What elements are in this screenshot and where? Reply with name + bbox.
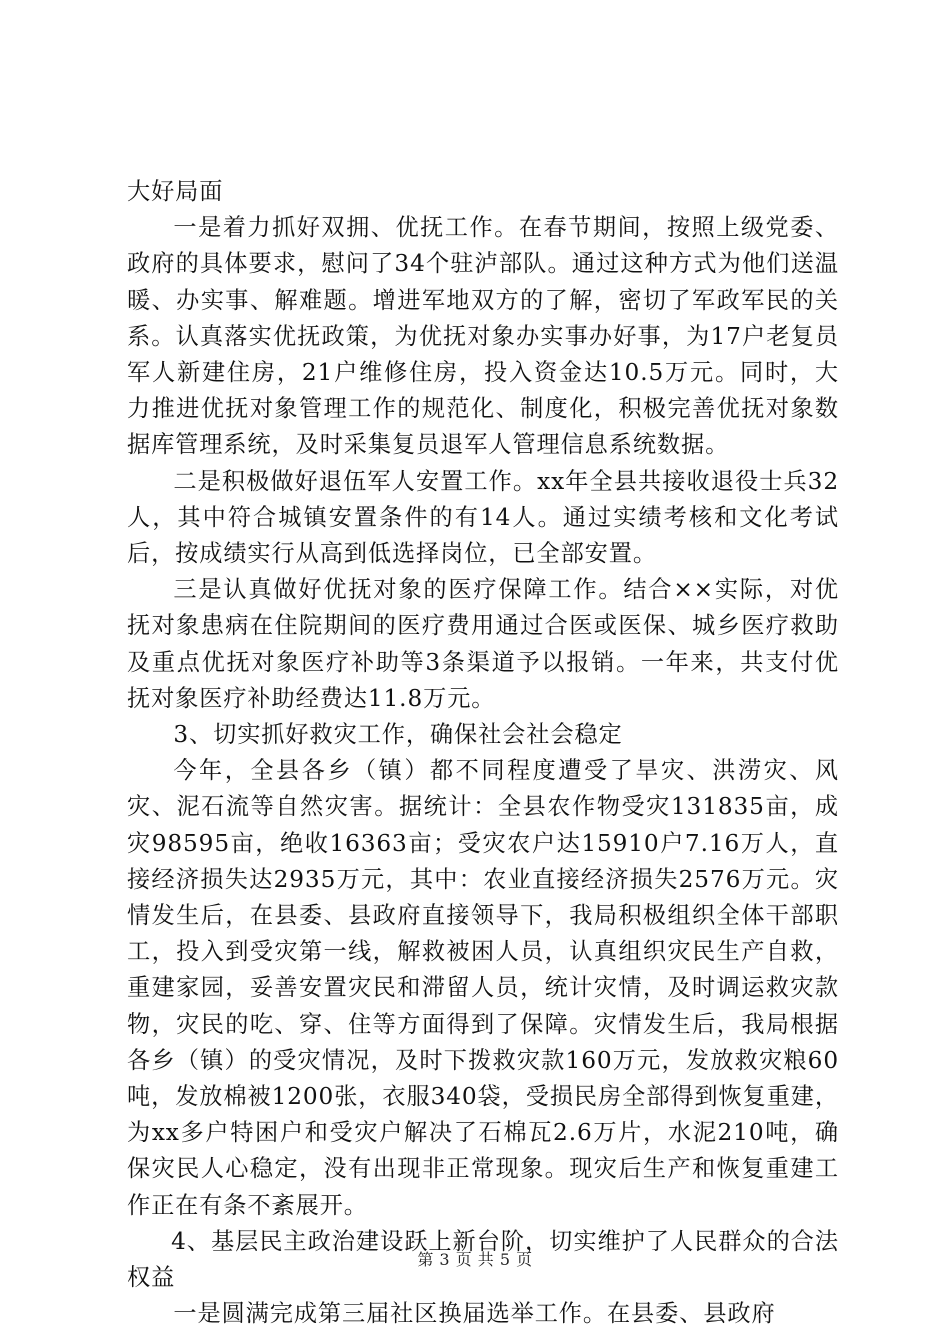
page-number-footer: 第 3 页 共 5 页 [417, 1250, 533, 1269]
paragraph-continuation: 大好局面 [127, 178, 224, 205]
paragraph-veteran-placement: 二是积极做好退伍军人安置工作。xx年全县共接收退役士兵32人，其中符合城镇安置条件的有14人。通过实绩考核和文化考试后，按成绩实行从高到低选择岗位，已全部安置。 [127, 467, 839, 568]
document-body [127, 174, 839, 1333]
paragraph-disaster-relief: 今年，全县各乡（镇）都不同程度遭受了旱灾、洪涝灾、风灾、泥石流等自然灾害。据统计：全县农作物受灾131835亩，成灾98595亩，绝收16363亩；受灾农户达15910户7.16万人，直接经济损失达2935万元，其中：农业直接经济损失2576万元。灾情发生后，在县委、县政府直接领导下，我局积极组织全体干部职工，投入到受灾第一线，解救被困人员，认真组织灾民生产自救，重建家园，妥善安置灾民和滞留人员，统计灾情，及时调运救灾款物，灾民的吃、穿、住等方面得到了保障。灾情发生后，我局根据各乡（镇）的受灾情况，及时下拨救灾款160万元，发放救灾粮60吨，发放棉被1200张，衣服340袋，受损民房全部得到恢复重建，为xx多户特困户和受灾户解决了石棉瓦2.6万片，水泥210吨，确保灾民人心稳定，没有出现非正常现象。现灾后生产和恢复重建工作正在有条不紊展开。 [127, 757, 839, 1219]
paragraph-community-election: 一是圆满完成第三届社区换届选举工作。在县委、县政府 [173, 1300, 776, 1328]
paragraph-double-support: 一是着力抓好双拥、优抚工作。在春节期间，按照上级党委、政府的具体要求，慰问了34个驻泸部队。通过这种方式为他们送温暖、办实事、解难题。增进军地双方的了解，密切了军政军民的关系。认真落实优抚政策，为优抚对象办实事办好事，为17户老复员军人新建住房，21户维修住房，投入资金达10.5万元。同时，大力推进优抚对象管理工作的规范化、制度化，积极完善优抚对象数据库管理系统，及时采集复员退军人管理信息系统数据。 [127, 214, 839, 459]
section-heading-grassroots-democracy: 4、基层民主政治建设跃上新台阶，切实维护了人民群众的合法权益 [127, 1227, 839, 1292]
paragraph-medical-security: 三是认真做好优抚对象的医疗保障工作。结合××实际，对优抚对象患病在住院期间的医疗费用通过合医或医保、城乡医疗救助及重点优抚对象医疗补助等3条渠道予以报销。一年来，共支付优抚对象医疗补助经费达11.8万元。 [127, 576, 839, 712]
section-heading-disaster-relief: 3、切实抓好救灾工作，确保社会社会稳定 [173, 721, 623, 749]
